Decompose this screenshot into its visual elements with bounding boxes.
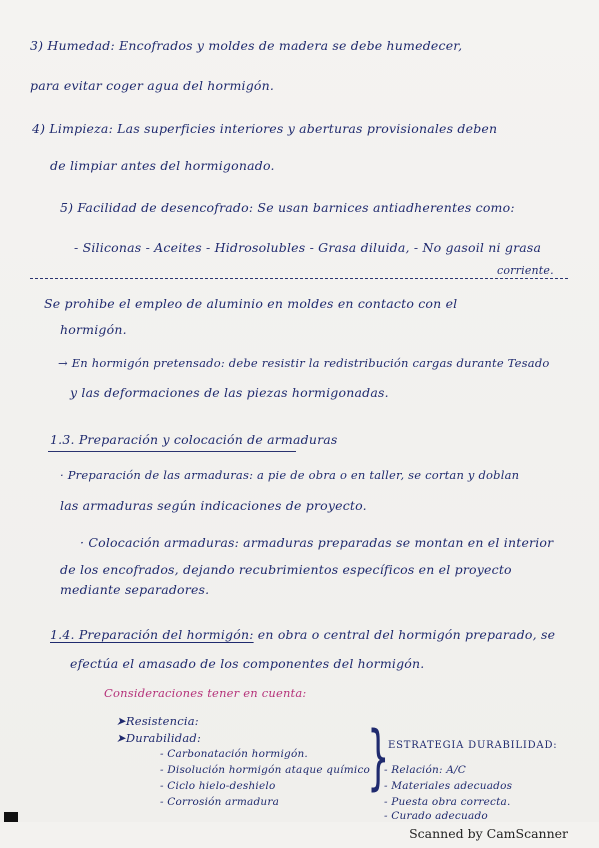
prohibe-line-1: Se prohibe el empleo de aluminio en moldes en contacto con el [44,296,458,311]
section-5-line-1: 5) Facilidad de desencofrado: Se usan barnices antiadherentes como: [60,200,515,215]
scan-corner-mark [4,812,18,822]
section-5-line-2: - Siliconas - Aceites - Hidrosolubles - Grasa diluida, - No gasoil ni grasa [74,240,542,255]
durabilidad-item: - Corrosión armadura [160,796,280,808]
estrategia-item: - Puesta obra correcta. [384,796,511,808]
section-4-line-1: 4) Limpieza: Las superficies interiores y aberturas provisionales deben [32,121,498,136]
heading-1-4 [50,627,555,642]
heading-1-4-line-2: efectúa el amasado de los componentes del hormigón. [70,656,425,671]
section-3-line-2: para evitar coger agua del hormigón. [30,78,275,93]
estrategia-item: - Materiales adecuados [384,780,513,792]
brace-icon: } [367,716,390,798]
prohibe-line-2: hormigón. [60,322,127,337]
durabilidad-label: ➤Durabilidad: [116,731,202,745]
colocacion-line-1: · Colocación armaduras: armaduras preparadas se montan en el interior [80,535,554,550]
heading-1-4-rest: en obra o central del hormigón preparado, se [257,627,556,642]
section-4-line-2: de limpiar antes del hormigonado. [50,158,275,173]
considerations-label: Consideraciones tener en cuenta: [104,686,307,700]
pretensado-line-1: → En hormigón pretensado: debe resistir la redistribución cargas durante Tesado [58,356,550,370]
preparacion-line-2: las armaduras según indicaciones de proyecto. [60,498,367,513]
colocacion-line-2: de los encofrados, dejando recubrimientos específicos en el proyecto [60,562,512,577]
durabilidad-item: - Carbonatación hormigón. [160,748,308,760]
pretensado-line-2: y las deformaciones de las piezas hormigonadas. [70,385,389,400]
scanner-watermark: Scanned by CamScanner [409,826,568,841]
estrategia-item: - Curado adecuado [384,810,488,822]
heading-1-3-underline [48,451,296,452]
estrategia-item: - Relación: A/C [384,764,466,776]
heading-1-4-title: 1.4. Preparación del hormigón: [50,627,254,642]
section-divider [30,278,568,279]
preparacion-line-1: · Preparación de las armaduras: a pie de obra o en taller, se cortan y doblan [60,468,520,482]
durabilidad-item: - Disolución hormigón ataque químico [160,764,371,776]
section-3-line-1: 3) Humedad: Encofrados y moldes de madera se debe humedecer, [30,38,463,53]
colocacion-line-3: mediante separadores. [60,582,210,597]
durabilidad-item: - Ciclo hielo-deshielo [160,780,276,792]
resistencia-label: ➤Resistencia: [116,714,199,728]
section-5-line-3: corriente. [497,264,554,277]
estrategia-heading: ESTRATEGIA DURABILIDAD: [388,740,558,751]
heading-1-3: 1.3. Preparación y colocación de armaduras [50,432,338,447]
